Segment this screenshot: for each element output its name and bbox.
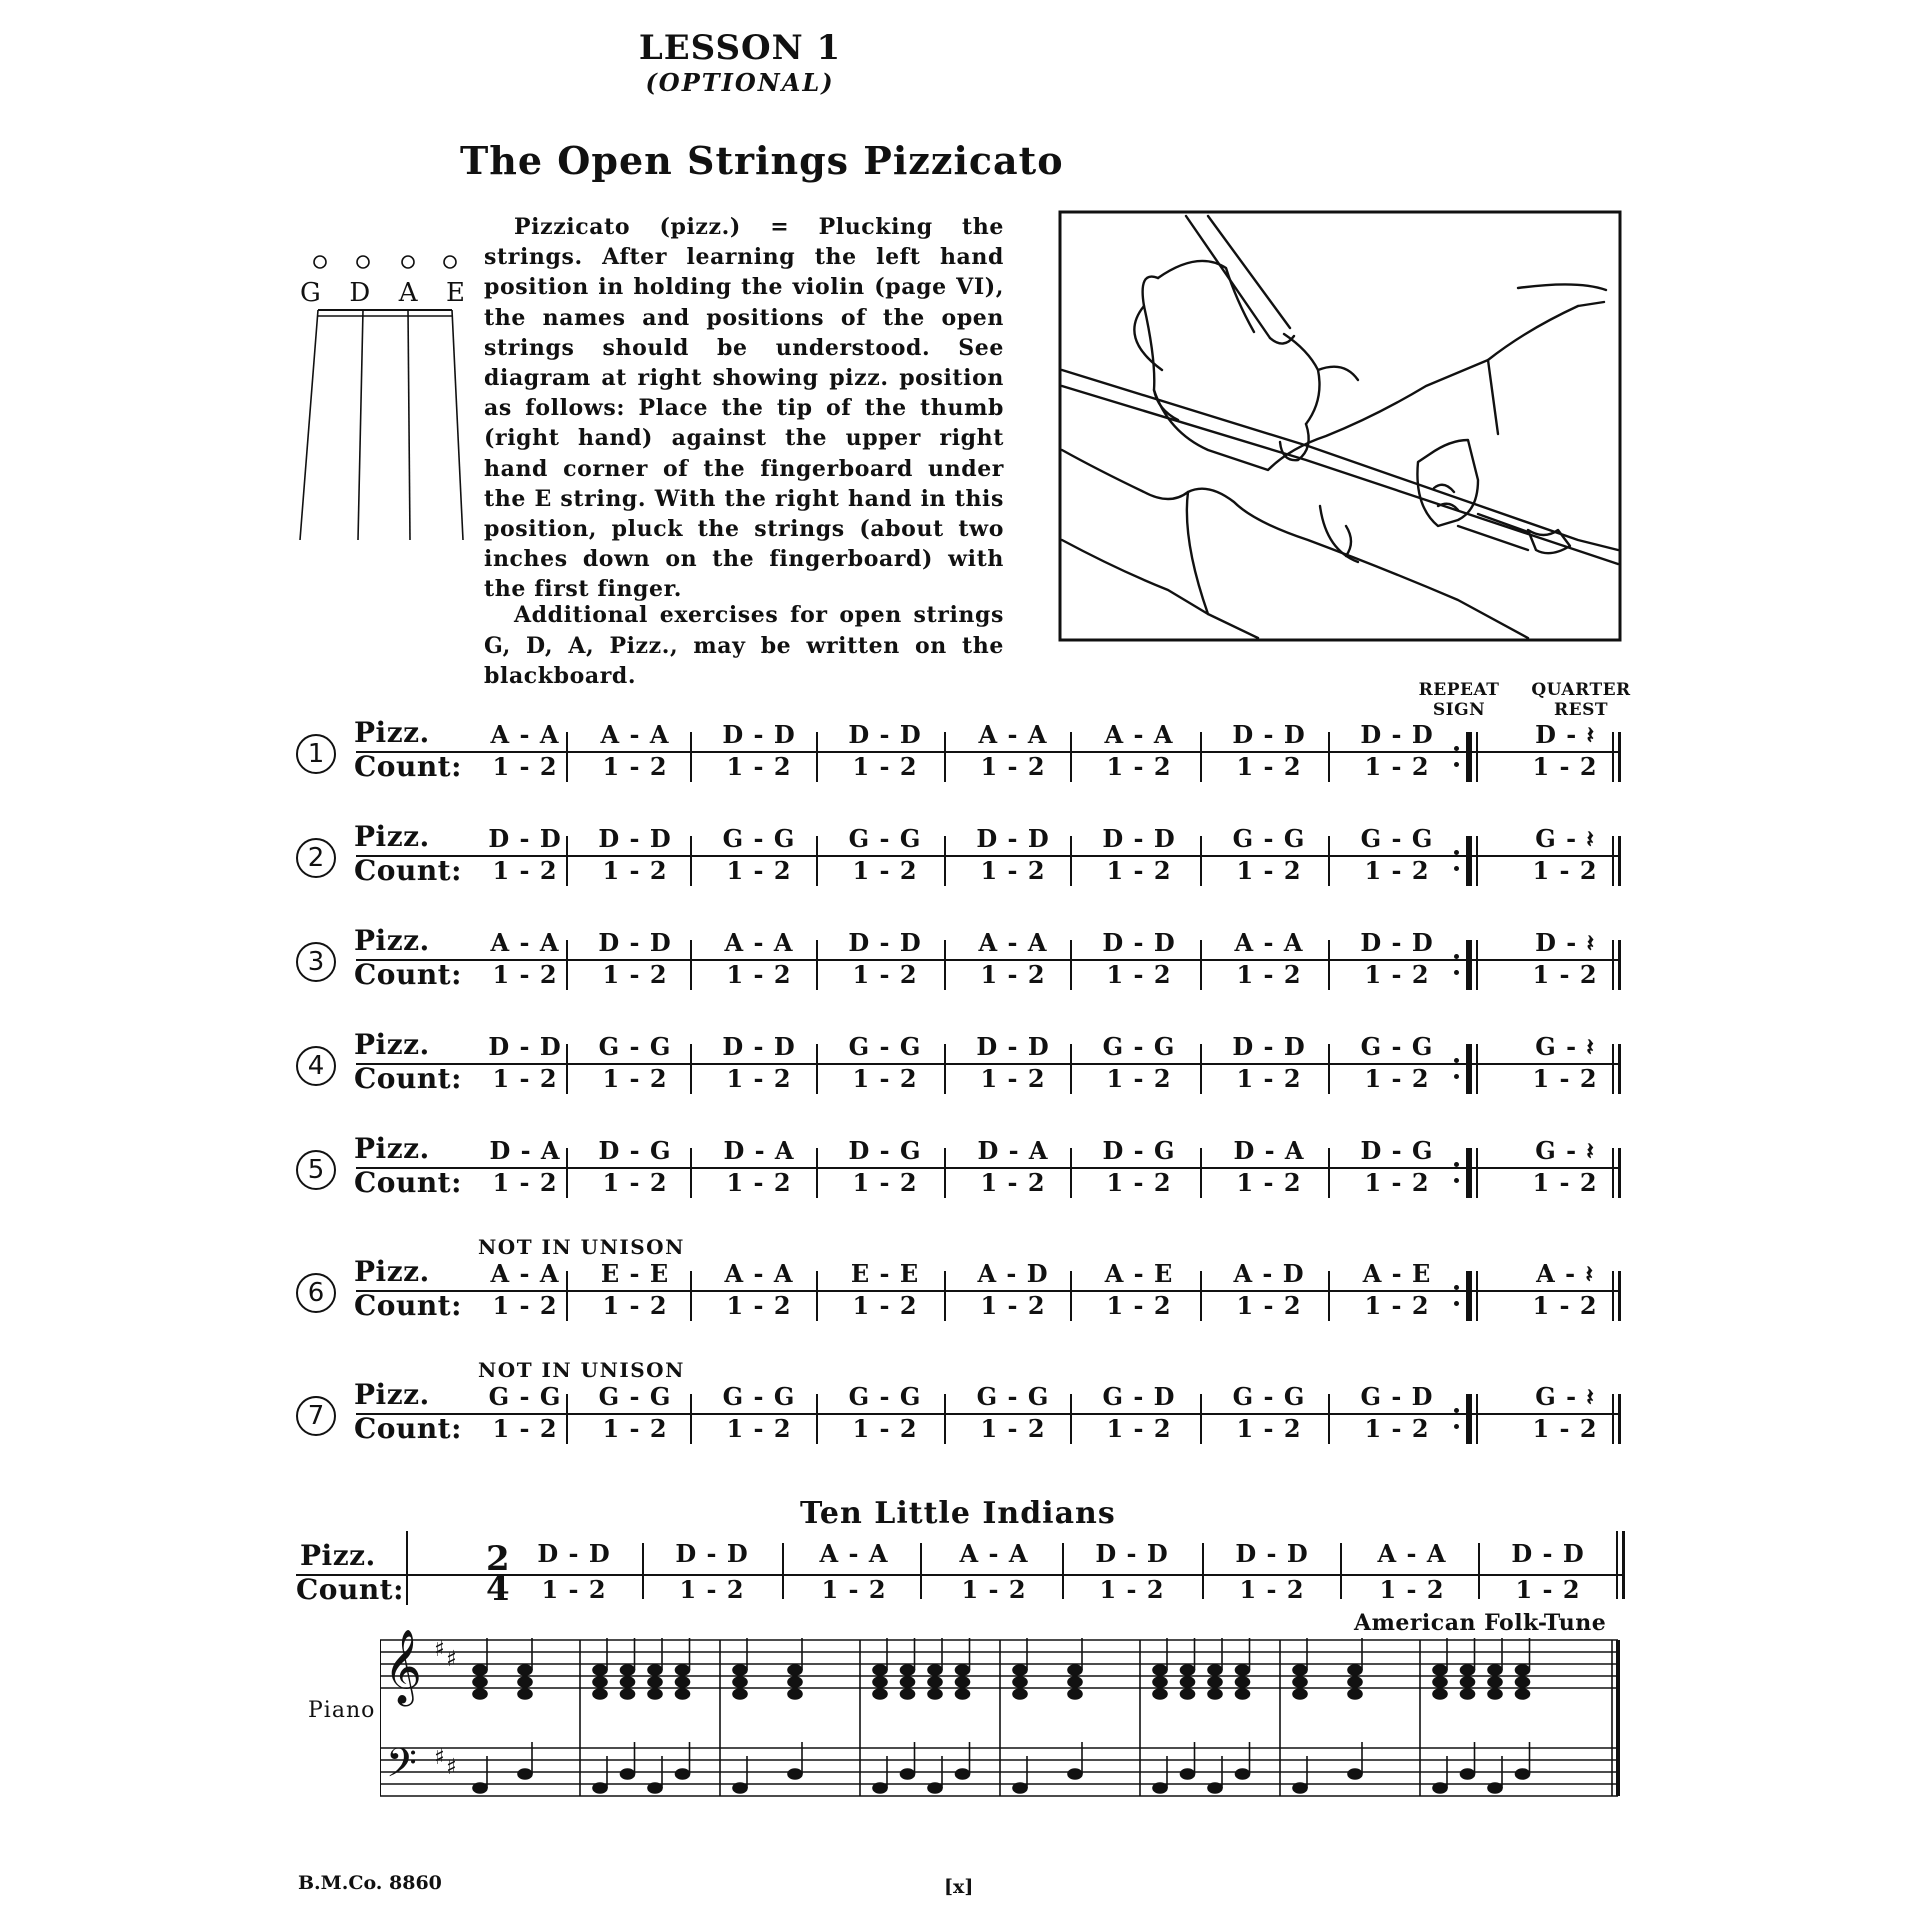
pizz-cell: D - D [598, 824, 672, 853]
pizz-cell: G - 𝄽 [1535, 1032, 1595, 1061]
pizz-label: Pizz. [354, 716, 430, 749]
count-cell: 1 - 2 [602, 1291, 668, 1320]
pizz-cell: D - 𝄽 [1535, 928, 1595, 957]
count-cell: 1 - 2 [852, 960, 918, 989]
song-pizz-cell: A - A [1377, 1539, 1447, 1568]
count-cell: 1 - 2 [726, 960, 792, 989]
pizz-cell: A - A [600, 720, 670, 749]
count-cell: 1 - 2 [492, 1414, 558, 1443]
count-cell: 1 - 2 [980, 1291, 1046, 1320]
count-cell: 1 - 2 [602, 856, 668, 885]
count-cell: 1 - 2 [1106, 960, 1172, 989]
count-cell: 1 - 2 [1364, 1168, 1430, 1197]
count-cell: 1 - 2 [980, 1414, 1046, 1443]
pizz-cell: A - E [1362, 1259, 1432, 1288]
pizz-cell: D - D [722, 720, 796, 749]
pizz-cell: A - D [1233, 1259, 1305, 1288]
pizz-cell: A - E [1104, 1259, 1174, 1288]
pizz-cell: G - G [1102, 1032, 1176, 1061]
count-cell: 1 - 2 [602, 1168, 668, 1197]
pizz-cell: D - D [1232, 720, 1306, 749]
piano-label: Piano [308, 1698, 376, 1723]
sharp-icon: ♯ [434, 1637, 445, 1662]
pizz-cell: G - D [1102, 1382, 1176, 1411]
pizz-cell: D - D [976, 1032, 1050, 1061]
song-count-cell: 1 - 2 [1515, 1575, 1581, 1604]
pizz-cell: D - A [723, 1136, 795, 1165]
count-cell: 1 - 2 [980, 1168, 1046, 1197]
song-pizz-cell: A - A [959, 1539, 1029, 1568]
intro-paragraph: Pizzicato (pizz.) = Plucking the strings. After learning the left hand position in holding the violin (page VI), the names and positions of the open strings should be understood. See diagram at right showing pizz. position as follows: Place the tip of the thumb (right hand) against the upper right hand corner of the fingerboard under the E string. With the right hand in this position, pluck the strings (about two inches down on the fingerboard) with the first finger. [484, 214, 1004, 603]
exercise-number: 3 [296, 942, 336, 982]
count-label: Count: [354, 854, 462, 887]
count-cell: 1 - 2 [1106, 1064, 1172, 1093]
count-cell: 1 - 2 [1236, 752, 1302, 781]
string-letter: G [300, 278, 321, 308]
pizz-label: Pizz. [300, 1539, 376, 1572]
pizz-cell: G - G [1360, 824, 1434, 853]
bass-clef-icon: 𝄢 [386, 1740, 417, 1796]
count-cell: 1 - 2 [852, 1064, 918, 1093]
pizz-cell: A - A [724, 1259, 794, 1288]
count-cell: 1 - 2 [726, 1414, 792, 1443]
count-cell: 1 - 2 [726, 1291, 792, 1320]
count-label: Count: [354, 750, 462, 783]
intro-paragraph: Additional exercises for open strings G, D, A, Pizz., may be written on the blackboard. [484, 602, 1004, 689]
song-pizz-cell: D - D [1511, 1539, 1585, 1568]
pizz-cell: D - 𝄽 [1535, 720, 1595, 749]
pizz-cell: G - G [598, 1032, 672, 1061]
song-pizz-cell: D - D [675, 1539, 749, 1568]
exercise-number: 6 [296, 1273, 336, 1313]
count-cell: 1 - 2 [852, 1168, 918, 1197]
pizz-cell: E - E [850, 1259, 920, 1288]
open-strings-diagram [298, 250, 468, 540]
count-cell: 1 - 2 [726, 1168, 792, 1197]
pizz-cell: D - D [488, 1032, 562, 1061]
song-count-cell: 1 - 2 [1239, 1575, 1305, 1604]
count-label: Count: [354, 1166, 462, 1199]
pizz-cell: D - D [598, 928, 672, 957]
count-label: Count: [354, 1289, 462, 1322]
exercise-4 [296, 1030, 1626, 1094]
count-cell: 1 - 2 [1106, 1414, 1172, 1443]
count-cell: 1 - 2 [1236, 856, 1302, 885]
repeat-sign-label: REPEAT SIGN [1418, 680, 1500, 720]
count-label: Count: [354, 1412, 462, 1445]
song-count-cell: 1 - 2 [541, 1575, 607, 1604]
pizz-cell: G - 𝄽 [1535, 1136, 1595, 1165]
page-number: [x] [944, 1876, 974, 1898]
count-cell: 1 - 2 [1364, 752, 1430, 781]
pizz-cell: A - A [1104, 720, 1174, 749]
song-pizz-cell: D - D [1095, 1539, 1169, 1568]
count-cell: 1 - 2 [1236, 960, 1302, 989]
pizz-cell: G - G [722, 824, 796, 853]
pizz-cell: D - A [489, 1136, 561, 1165]
pizz-cell: D - D [1360, 928, 1434, 957]
pizz-cell: D - D [976, 824, 1050, 853]
count-cell: 1 - 2 [1236, 1291, 1302, 1320]
exercise-number: 5 [296, 1150, 336, 1190]
count-cell: 1 - 2 [602, 1414, 668, 1443]
count-cell: 1 - 2 [1236, 1168, 1302, 1197]
pizz-cell: G - G [1360, 1032, 1434, 1061]
count-cell: 1 - 2 [602, 752, 668, 781]
exercise-number: 1 [296, 734, 336, 774]
pizz-cell: D - D [1232, 1032, 1306, 1061]
count-cell: 1 - 2 [1364, 1064, 1430, 1093]
treble-clef-icon: 𝄞 [384, 1630, 422, 1704]
count-cell: 1 - 2 [726, 1064, 792, 1093]
count-cell: 1 - 2 [726, 856, 792, 885]
time-signature-bottom: 4 [486, 1569, 510, 1609]
pizz-cell: G - G [848, 1032, 922, 1061]
exercise-number: 4 [296, 1046, 336, 1086]
page-title: The Open Strings Pizzicato [460, 138, 1064, 183]
exercise-1 [296, 718, 1626, 782]
song-count-cell: 1 - 2 [1379, 1575, 1445, 1604]
pizz-cell: D - G [1102, 1136, 1176, 1165]
not-in-unison-note: NOT IN UNISON [478, 1358, 685, 1382]
pizz-cell: G - G [722, 1382, 796, 1411]
count-label: Count: [354, 1062, 462, 1095]
pizz-cell: G - G [848, 1382, 922, 1411]
pizz-cell: G - G [848, 824, 922, 853]
pizz-cell: D - D [1360, 720, 1434, 749]
song-title: Ten Little Indians [800, 1496, 1116, 1531]
pizz-cell: D - D [488, 824, 562, 853]
count-cell: 1 - 2 [1532, 856, 1598, 885]
count-cell: 1 - 2 [980, 960, 1046, 989]
count-cell: 1 - 2 [602, 1064, 668, 1093]
pizz-cell: A - A [490, 720, 560, 749]
count-cell: 1 - 2 [1532, 752, 1598, 781]
intro-text [484, 212, 1004, 605]
pizz-label: Pizz. [354, 1255, 430, 1288]
pizz-cell: D - D [1102, 928, 1176, 957]
count-label: Count: [296, 1573, 404, 1606]
count-cell: 1 - 2 [852, 1414, 918, 1443]
count-cell: 1 - 2 [492, 1064, 558, 1093]
pizzicato-hand-illustration [1058, 210, 1622, 642]
pizz-cell: G - 𝄽 [1535, 1382, 1595, 1411]
pizz-cell: A - 𝄽 [1536, 1259, 1594, 1288]
count-cell: 1 - 2 [980, 1064, 1046, 1093]
count-cell: 1 - 2 [980, 752, 1046, 781]
pizz-cell: A - A [490, 928, 560, 957]
count-cell: 1 - 2 [852, 856, 918, 885]
count-cell: 1 - 2 [852, 1291, 918, 1320]
exercise-7 [296, 1358, 1626, 1445]
pizz-label: Pizz. [354, 1028, 430, 1061]
count-cell: 1 - 2 [980, 856, 1046, 885]
song-pizz-cell: D - D [537, 1539, 611, 1568]
pizz-cell: G - G [1232, 824, 1306, 853]
count-cell: 1 - 2 [1364, 1414, 1430, 1443]
pizz-cell: D - D [1102, 824, 1176, 853]
song-pizz-count [296, 1535, 1626, 1609]
pizz-cell: D - A [1233, 1136, 1305, 1165]
additional-exercises-text [484, 600, 1004, 692]
not-in-unison-note: NOT IN UNISON [478, 1235, 685, 1259]
song-count-cell: 1 - 2 [679, 1575, 745, 1604]
pizz-cell: G - G [1232, 1382, 1306, 1411]
song-count-cell: 1 - 2 [1099, 1575, 1165, 1604]
pizz-label: Pizz. [354, 820, 430, 853]
song-count-cell: 1 - 2 [961, 1575, 1027, 1604]
exercise-3 [296, 926, 1626, 990]
count-cell: 1 - 2 [602, 960, 668, 989]
pizz-cell: G - G [488, 1382, 562, 1411]
count-label: Count: [354, 958, 462, 991]
count-cell: 1 - 2 [492, 960, 558, 989]
sharp-icon: ♯ [434, 1745, 445, 1770]
count-cell: 1 - 2 [1106, 1291, 1172, 1320]
pizz-label: Pizz. [354, 924, 430, 957]
count-cell: 1 - 2 [492, 856, 558, 885]
count-cell: 1 - 2 [1532, 960, 1598, 989]
attribution: American Folk-Tune [1354, 1610, 1607, 1636]
pizz-cell: A - A [724, 928, 794, 957]
publisher-code: B.M.Co. 8860 [298, 1872, 442, 1894]
pizz-cell: A - A [490, 1259, 560, 1288]
count-cell: 1 - 2 [1532, 1168, 1598, 1197]
pizz-cell: D - G [848, 1136, 922, 1165]
exercise-6 [296, 1235, 1626, 1322]
pizz-cell: G - G [598, 1382, 672, 1411]
piano-score [380, 1618, 1620, 1834]
pizz-cell: A - A [978, 928, 1048, 957]
count-cell: 1 - 2 [492, 1168, 558, 1197]
count-cell: 1 - 2 [1532, 1414, 1598, 1443]
pizz-cell: G - 𝄽 [1535, 824, 1595, 853]
pizz-cell: D - G [1360, 1136, 1434, 1165]
pizz-cell: G - G [976, 1382, 1050, 1411]
count-cell: 1 - 2 [1236, 1064, 1302, 1093]
count-cell: 1 - 2 [1532, 1064, 1598, 1093]
string-letter: A [398, 278, 418, 308]
exercise-5 [296, 1134, 1626, 1198]
song-count-cell: 1 - 2 [821, 1575, 887, 1604]
pizz-cell: G - D [1360, 1382, 1434, 1411]
count-cell: 1 - 2 [1364, 1291, 1430, 1320]
pizz-label: Pizz. [354, 1132, 430, 1165]
count-cell: 1 - 2 [1106, 752, 1172, 781]
pizz-cell: D - A [977, 1136, 1049, 1165]
pizz-cell: D - D [848, 928, 922, 957]
string-letter: D [349, 278, 371, 308]
quarter-rest-label: QUARTER REST [1531, 680, 1631, 720]
count-cell: 1 - 2 [852, 752, 918, 781]
pizz-cell: D - D [722, 1032, 796, 1061]
pizz-cell: D - D [848, 720, 922, 749]
pizz-cell: A - A [1234, 928, 1304, 957]
count-cell: 1 - 2 [1106, 1168, 1172, 1197]
pizz-cell: E - E [600, 1259, 670, 1288]
sharp-icon: ♯ [446, 1755, 457, 1780]
count-cell: 1 - 2 [492, 752, 558, 781]
lesson-subtitle: (OPTIONAL) [645, 68, 835, 97]
count-cell: 1 - 2 [1106, 856, 1172, 885]
exercise-number: 7 [296, 1396, 336, 1436]
count-cell: 1 - 2 [1364, 960, 1430, 989]
count-cell: 1 - 2 [726, 752, 792, 781]
song-pizz-cell: D - D [1235, 1539, 1309, 1568]
pizz-label: Pizz. [354, 1378, 430, 1411]
pizz-cell: A - D [977, 1259, 1049, 1288]
lesson-title: LESSON 1 [638, 28, 842, 68]
song-pizz-cell: A - A [819, 1539, 889, 1568]
exercise-2 [296, 822, 1626, 886]
count-cell: 1 - 2 [1364, 856, 1430, 885]
count-cell: 1 - 2 [1532, 1291, 1598, 1320]
string-letter: E [446, 278, 465, 308]
pizz-cell: D - G [598, 1136, 672, 1165]
count-cell: 1 - 2 [1236, 1414, 1302, 1443]
pizz-cell: A - A [978, 720, 1048, 749]
exercise-number: 2 [296, 838, 336, 878]
time-signature-top: 2 [486, 1539, 510, 1579]
sharp-icon: ♯ [446, 1647, 457, 1672]
count-cell: 1 - 2 [492, 1291, 558, 1320]
